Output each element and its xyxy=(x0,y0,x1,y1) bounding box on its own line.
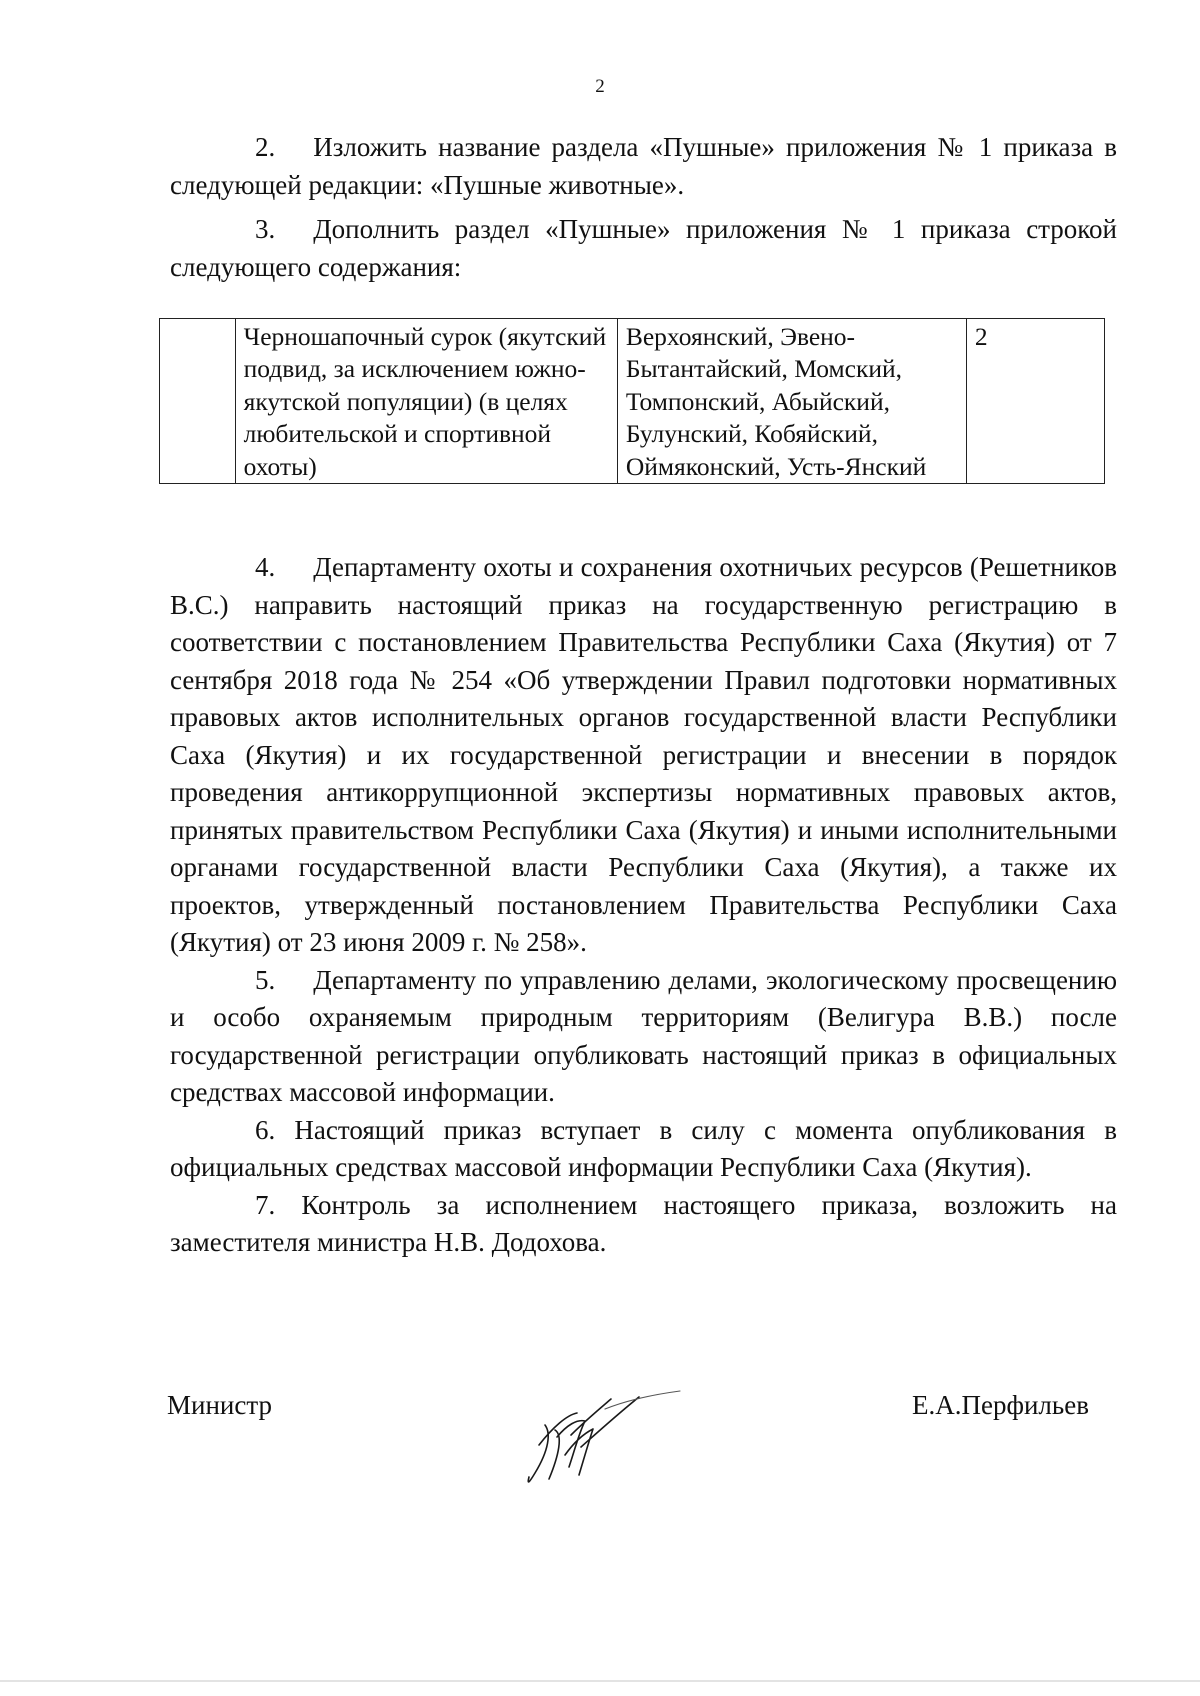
species-table xyxy=(159,318,1105,484)
paragraph-2 xyxy=(170,129,1117,204)
paragraph-2-text: Изложить название раздела «Пушные» приложения № 1 приказа в следующей редакции: «Пушные животные». xyxy=(170,132,1117,200)
paragraph-5-number: 5. xyxy=(255,964,276,995)
table-cell-species: Черношапочный сурок (якутский подвид, за исключением южно-якутской популяции) (в целях любительской и спортивной охоты) xyxy=(235,319,617,484)
scan-edge-line xyxy=(0,1680,1200,1682)
table-cell-index xyxy=(160,319,236,484)
paragraph-2-number: 2. xyxy=(255,132,276,162)
paragraph-4-number: 4. xyxy=(255,552,276,582)
paragraph-4-text: Департаменту охоты и сохранения охотничьих ресурсов (Решетников В.С.) направить настоящий приказ на государственную регистрацию в соответствии с постановлением Правительства Республики Саха (Якутия) от 7 сентября 2018 года № 254 «Об утверждении Правил подготовки нормативных правовых актов исполнительных органов государственной власти Республики Саха (Якутия) и их государственной регистрации и внесении в порядок проведения антикоррупционной экспертизы нормативных правовых актов, принятых правительством Республики Саха (Якутия) и иными исполнительными органами государственной власти Республики Саха (Якутия), а также их проектов, утвержденный постановлением Правительства Республики Саха (Якутия) от 23 июня 2009 г. № 258». xyxy=(170,552,1117,957)
paragraph-7: 7. Контроль за исполнением настоящего приказа, возложить на заместителя министра Н.В. Додохова. xyxy=(170,1189,1117,1257)
page-number: 2 xyxy=(595,76,605,97)
signatory-position: Министр xyxy=(167,1390,272,1420)
table-cell-number: 2 xyxy=(966,319,1104,484)
signatory-name: Е.А.Перфильев xyxy=(912,1390,1089,1420)
paragraphs-4-7 xyxy=(170,549,1117,1262)
paragraph-4 xyxy=(170,549,1117,962)
paragraph-6: 6. Настоящий приказ вступает в силу с момента опубликования в официальных средствах массовой информации Республики Саха (Якутия). xyxy=(170,1114,1117,1182)
paragraph-3 xyxy=(170,211,1117,286)
table-row xyxy=(160,319,1105,484)
table-cell-districts: Верхоянский, Эвено-Бытантайский, Момский, Томпонский, Абыйский, Булунский, Кобяйский, Оймяконский, Усть-Янский xyxy=(617,319,966,484)
paragraph-3-number: 3. xyxy=(255,214,276,244)
handwritten-signature xyxy=(515,1375,705,1495)
paragraph-5 xyxy=(170,962,1117,1112)
paragraph-3-text: Дополнить раздел «Пушные» приложения № 1 приказа строкой следующего содержания: xyxy=(170,214,1117,282)
paragraph-5-text: Департаменту по управлению делами, экологическому просвещению и особо охраняемым природным территориям (Велигура В.В.) после государственной регистрации опубликовать настоящий приказ в официальных средствах массовой информации. xyxy=(170,964,1117,1107)
